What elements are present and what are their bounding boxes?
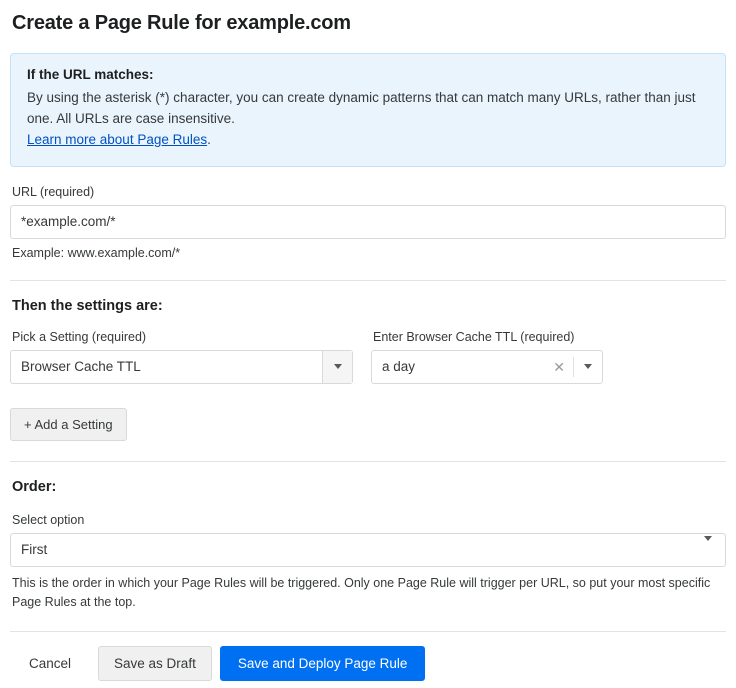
divider-order [10, 461, 726, 462]
divider-settings [10, 280, 726, 281]
url-input[interactable] [10, 205, 726, 239]
order-heading: Order: [12, 478, 57, 495]
url-help-text: Example: www.example.com/* [12, 245, 181, 260]
chevron-down-icon [334, 364, 342, 369]
pick-setting-label: Pick a Setting (required) [12, 329, 147, 344]
callout-body-text: By using the asterisk (*) character, you can create dynamic patterns that can match many URLs, rather than just one. All URLs are case insensitive. [27, 90, 696, 126]
callout-period: . [207, 131, 211, 147]
callout-heading: If the URL matches: [27, 67, 154, 82]
order-select-label: Select option [12, 512, 85, 527]
browser-cache-ttl-value: a day [382, 359, 416, 375]
save-as-draft-button[interactable]: Save as Draft [98, 646, 212, 681]
browser-cache-ttl-dropdown-button[interactable] [574, 364, 602, 369]
chevron-down-icon [704, 536, 712, 558]
order-help-text: This is the order in which your Page Rules will be triggered. Only one Page Rule will trigger per URL, so put your most specific Page Rules at the top. [12, 575, 711, 609]
add-setting-button[interactable]: + Add a Setting [10, 408, 127, 441]
divider-footer [10, 631, 726, 632]
url-match-callout [10, 53, 726, 167]
order-dropdown-button[interactable] [691, 541, 725, 559]
close-icon[interactable]: ✕ [553, 358, 565, 375]
browser-cache-ttl-select[interactable] [371, 350, 603, 384]
pick-setting-select[interactable] [10, 350, 353, 384]
callout-body [27, 88, 709, 151]
cancel-button[interactable]: Cancel [10, 646, 90, 681]
browser-cache-ttl-group [371, 330, 603, 384]
settings-row [10, 330, 726, 384]
url-field-label: URL (required) [12, 184, 95, 199]
order-select-value: First [21, 542, 48, 558]
pick-setting-value: Browser Cache TTL [21, 359, 141, 375]
browser-cache-ttl-label: Enter Browser Cache TTL (required) [373, 329, 575, 344]
pick-setting-dropdown-button[interactable] [322, 351, 352, 383]
learn-more-link[interactable]: Learn more about Page Rules [27, 131, 208, 147]
form-footer [10, 646, 726, 681]
page-rule-form [0, 12, 736, 688]
order-select[interactable] [10, 533, 726, 567]
settings-heading: Then the settings are: [12, 297, 163, 314]
save-and-deploy-button[interactable]: Save and Deploy Page Rule [220, 646, 426, 681]
chevron-down-icon [584, 364, 592, 369]
pick-setting-group [10, 330, 353, 384]
page-title: Create a Page Rule for example.com [12, 12, 351, 34]
